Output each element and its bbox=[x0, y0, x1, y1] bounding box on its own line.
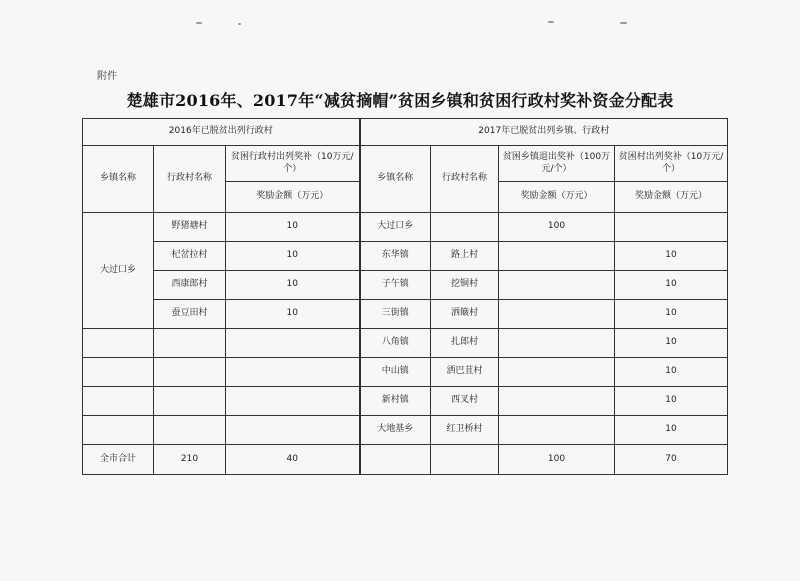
village-amount-cell-2017: 10 bbox=[615, 416, 728, 445]
attachment-label: 附件 bbox=[97, 71, 117, 82]
village-award-header-2016: 贫困行政村出列奖补（10万元/个） bbox=[226, 146, 360, 182]
empty-cell bbox=[360, 445, 431, 475]
totals-town-amount-2017: 100 bbox=[499, 445, 615, 475]
table-row bbox=[83, 416, 728, 445]
village-header-2016: 行政村名称 bbox=[154, 146, 226, 213]
town-amount-cell-2017 bbox=[499, 416, 615, 445]
document-title: 楚雄市2016年、2017年“减贫摘帽”贫困乡镇和贫困行政村奖补资金分配表 bbox=[126, 91, 674, 110]
town-amount-cell-2017 bbox=[499, 300, 615, 329]
town-header-2016: 乡镇名称 bbox=[83, 146, 154, 213]
village-cell-2016: 蚕豆田村 bbox=[154, 300, 226, 329]
village-cell-2017: 路上村 bbox=[431, 242, 499, 271]
amount-cell-2016: 10 bbox=[226, 271, 360, 300]
totals-label: 全市合计 bbox=[83, 445, 154, 475]
town-cell-2017: 大地基乡 bbox=[360, 416, 431, 445]
village-amount-cell-2017: 10 bbox=[615, 387, 728, 416]
scan-speck bbox=[620, 22, 627, 24]
empty-cell bbox=[83, 387, 154, 416]
amount-header-2016: 奖励金额（万元） bbox=[226, 182, 360, 213]
village-header-2017: 行政村名称 bbox=[431, 146, 499, 213]
village-cell-2017: 洒簸村 bbox=[431, 300, 499, 329]
table-row bbox=[83, 271, 728, 300]
table-row bbox=[83, 300, 728, 329]
town-cell-2017: 子午镇 bbox=[360, 271, 431, 300]
section-2016-header: 2016年已脱贫出列行政村 bbox=[83, 119, 360, 146]
town-cell-2016: 大过口乡 bbox=[83, 213, 154, 329]
village-amount-cell-2017: 10 bbox=[615, 271, 728, 300]
column-header-row bbox=[83, 146, 728, 182]
table-row bbox=[83, 242, 728, 271]
village-amount-cell-2017 bbox=[615, 213, 728, 242]
section-header-row bbox=[83, 119, 728, 146]
town-amount-cell-2017 bbox=[499, 329, 615, 358]
scan-speck bbox=[548, 21, 554, 23]
town-award-header-2017: 贫困乡镇退出奖补（100万元/个） bbox=[499, 146, 615, 182]
table-row bbox=[83, 387, 728, 416]
empty-cell bbox=[226, 387, 360, 416]
village-cell-2017: 红卫桥村 bbox=[431, 416, 499, 445]
village-cell-2016: 杞岔拉村 bbox=[154, 242, 226, 271]
town-cell-2017: 中山镇 bbox=[360, 358, 431, 387]
empty-cell bbox=[431, 445, 499, 475]
empty-cell bbox=[154, 358, 226, 387]
empty-cell bbox=[154, 387, 226, 416]
totals-village-amount-2017: 70 bbox=[615, 445, 728, 475]
empty-cell bbox=[226, 329, 360, 358]
totals-row bbox=[83, 445, 728, 475]
scan-speck bbox=[238, 23, 241, 25]
town-amount-cell-2017 bbox=[499, 271, 615, 300]
village-amount-cell-2017: 10 bbox=[615, 242, 728, 271]
town-amount-cell-2017 bbox=[499, 242, 615, 271]
village-cell-2016: 西康郎村 bbox=[154, 271, 226, 300]
empty-cell bbox=[83, 358, 154, 387]
village-cell-2017 bbox=[431, 213, 499, 242]
village-amount-cell-2017: 10 bbox=[615, 300, 728, 329]
village-cell-2017: 西叉村 bbox=[431, 387, 499, 416]
empty-cell bbox=[83, 416, 154, 445]
town-cell-2017: 东华镇 bbox=[360, 242, 431, 271]
empty-cell bbox=[226, 358, 360, 387]
empty-cell bbox=[154, 329, 226, 358]
town-amount-cell-2017 bbox=[499, 358, 615, 387]
section-2017-header: 2017年已脱贫出列乡镇、行政村 bbox=[360, 119, 728, 146]
table-row bbox=[83, 329, 728, 358]
table-row bbox=[83, 358, 728, 387]
totals-count-2016: 210 bbox=[154, 445, 226, 475]
town-cell-2017: 八角镇 bbox=[360, 329, 431, 358]
village-amount-header-2017: 奖励金额（万元） bbox=[615, 182, 728, 213]
amount-cell-2016: 10 bbox=[226, 242, 360, 271]
empty-cell bbox=[154, 416, 226, 445]
amount-cell-2016: 10 bbox=[226, 213, 360, 242]
village-cell-2017: 挖铜村 bbox=[431, 271, 499, 300]
town-header-2017: 乡镇名称 bbox=[360, 146, 431, 213]
amount-cell-2016: 10 bbox=[226, 300, 360, 329]
town-cell-2017: 三街镇 bbox=[360, 300, 431, 329]
town-amount-cell-2017 bbox=[499, 387, 615, 416]
village-cell-2017: 洒巴苴村 bbox=[431, 358, 499, 387]
empty-cell bbox=[226, 416, 360, 445]
village-amount-cell-2017: 10 bbox=[615, 329, 728, 358]
town-amount-cell-2017: 100 bbox=[499, 213, 615, 242]
totals-amount-2016: 40 bbox=[226, 445, 360, 475]
town-cell-2017: 新村镇 bbox=[360, 387, 431, 416]
village-award-header-2017: 贫困村出列奖补（10万元/个） bbox=[615, 146, 728, 182]
allocation-table bbox=[82, 118, 728, 475]
empty-cell bbox=[83, 329, 154, 358]
table-row bbox=[83, 213, 728, 242]
town-amount-header-2017: 奖励金额（万元） bbox=[499, 182, 615, 213]
village-amount-cell-2017: 10 bbox=[615, 358, 728, 387]
scan-speck bbox=[196, 22, 202, 24]
village-cell-2017: 扎郎村 bbox=[431, 329, 499, 358]
village-cell-2016: 野猪塘村 bbox=[154, 213, 226, 242]
town-cell-2017: 大过口乡 bbox=[360, 213, 431, 242]
